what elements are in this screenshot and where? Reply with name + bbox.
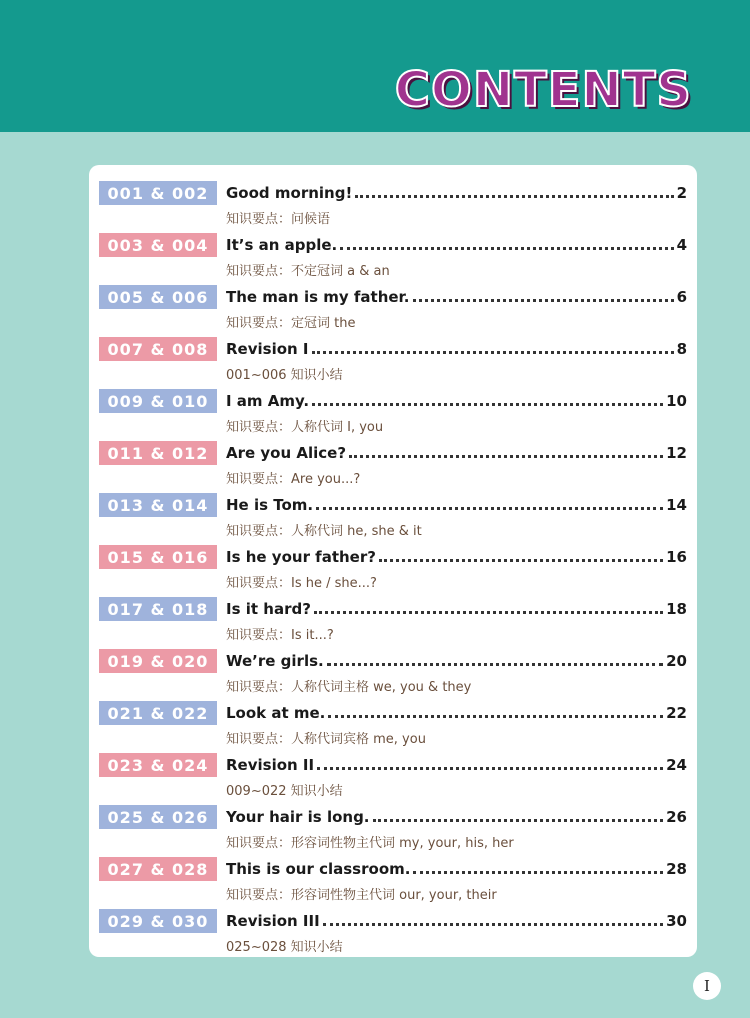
- lesson-range-badge: 011 & 012: [99, 441, 217, 465]
- page-number: 12: [666, 444, 687, 462]
- toc-leader-line: [226, 805, 687, 829]
- page-number: 10: [666, 392, 687, 410]
- toc-entry[interactable]: [99, 173, 687, 225]
- toc-leader-line: [226, 545, 687, 569]
- toc-leader-line: [226, 649, 687, 673]
- toc-leader-line: [226, 389, 687, 413]
- toc-leader-line: [226, 441, 687, 465]
- knowledge-point: 知识要点：Are you...?: [226, 472, 361, 487]
- knowledge-point: 知识要点：形容词性物主代词 our, your, their: [226, 888, 497, 903]
- toc-leader-line: [226, 753, 687, 777]
- dot-leader: [314, 611, 663, 614]
- lesson-range-badge: 017 & 018: [99, 597, 217, 621]
- knowledge-point: 知识要点：人称代词 I, you: [226, 420, 384, 435]
- lesson-title[interactable]: Is it hard?: [226, 600, 311, 618]
- toc-entry[interactable]: [99, 381, 687, 433]
- toc-leader-line: [226, 181, 687, 205]
- lesson-range-badge: 013 & 014: [99, 493, 217, 517]
- toc-entry[interactable]: [99, 225, 687, 277]
- toc-entry[interactable]: [99, 693, 687, 745]
- lesson-title[interactable]: Is he your father?: [226, 548, 376, 566]
- toc-leader-line: [226, 337, 687, 361]
- dot-leader: [349, 455, 663, 458]
- page-number: 24: [666, 756, 687, 774]
- lesson-range-badge: 015 & 016: [99, 545, 217, 569]
- page-number: 18: [666, 600, 687, 618]
- dot-leader: [327, 663, 663, 666]
- lesson-range-badge: 005 & 006: [99, 285, 217, 309]
- lesson-range-badge: 027 & 028: [99, 857, 217, 881]
- lesson-title[interactable]: Revision I: [226, 340, 309, 358]
- page-number: 4: [676, 236, 687, 254]
- lesson-title[interactable]: I am Amy.: [226, 392, 310, 410]
- lesson-range-badge: 023 & 024: [99, 753, 217, 777]
- lesson-title[interactable]: Revision II: [226, 756, 315, 774]
- toc-entry[interactable]: [99, 745, 687, 797]
- lesson-title[interactable]: The man is my father.: [226, 288, 410, 306]
- lesson-title[interactable]: Good morning!: [226, 184, 353, 202]
- lesson-title[interactable]: Look at me.: [226, 704, 326, 722]
- toc-leader-line: [226, 285, 687, 309]
- dot-leader: [379, 559, 663, 562]
- toc-entry[interactable]: [99, 277, 687, 329]
- lesson-title[interactable]: Your hair is long.: [226, 808, 370, 826]
- contents-card: [89, 165, 697, 957]
- lesson-range-badge: 007 & 008: [99, 337, 217, 361]
- page-number: 6: [676, 288, 687, 306]
- dot-leader: [328, 715, 663, 718]
- lesson-title[interactable]: Are you Alice?: [226, 444, 347, 462]
- lesson-range-badge: 019 & 020: [99, 649, 217, 673]
- dot-leader: [413, 299, 674, 302]
- lesson-title[interactable]: This is our classroom.: [226, 860, 411, 878]
- lesson-range-badge: 029 & 030: [99, 909, 217, 933]
- dot-leader: [317, 767, 663, 770]
- knowledge-point: 知识要点：人称代词 he, she & it: [226, 524, 422, 539]
- page-title: CONTENTS: [394, 62, 692, 118]
- toc-entry[interactable]: [99, 589, 687, 641]
- toc-entry[interactable]: [99, 797, 687, 849]
- toc-leader-line: [226, 701, 687, 725]
- knowledge-point: 009~022 知识小结: [226, 784, 343, 799]
- page-number: 20: [666, 652, 687, 670]
- toc-entry[interactable]: [99, 849, 687, 901]
- page-number: 30: [666, 912, 687, 930]
- toc-entry[interactable]: [99, 433, 687, 485]
- lesson-range-badge: 021 & 022: [99, 701, 217, 725]
- lesson-range-badge: 001 & 002: [99, 181, 217, 205]
- dot-leader: [312, 403, 663, 406]
- knowledge-point: 知识要点：问候语: [226, 212, 331, 227]
- page-number: 8: [676, 340, 687, 358]
- lesson-title[interactable]: It’s an apple.: [226, 236, 338, 254]
- lesson-title[interactable]: He is Tom.: [226, 496, 314, 514]
- page-number: 14: [666, 496, 687, 514]
- knowledge-point: 知识要点：人称代词主格 we, you & they: [226, 680, 472, 695]
- dot-leader: [355, 195, 673, 198]
- toc-leader-line: [226, 909, 687, 933]
- knowledge-point: 知识要点：Is it...?: [226, 628, 334, 643]
- lesson-title[interactable]: We’re girls.: [226, 652, 324, 670]
- page-number: 22: [666, 704, 687, 722]
- page-number: 2: [676, 184, 687, 202]
- knowledge-point: 知识要点：Is he / she...?: [226, 576, 377, 591]
- dot-leader: [340, 247, 673, 250]
- page-number: 26: [666, 808, 687, 826]
- toc-leader-line: [226, 493, 687, 517]
- dot-leader: [413, 871, 663, 874]
- lesson-range-badge: 009 & 010: [99, 389, 217, 413]
- page-number: 16: [666, 548, 687, 566]
- toc-leader-line: [226, 233, 687, 257]
- lesson-range-badge: 003 & 004: [99, 233, 217, 257]
- dot-leader: [316, 507, 663, 510]
- lesson-range-badge: 025 & 026: [99, 805, 217, 829]
- toc-leader-line: [226, 857, 687, 881]
- toc-entry[interactable]: [99, 485, 687, 537]
- dot-leader: [312, 351, 674, 354]
- knowledge-point: 知识要点：人称代词宾格 me, you: [226, 732, 426, 747]
- knowledge-point: 001~006 知识小结: [226, 368, 343, 383]
- toc-leader-line: [226, 597, 687, 621]
- toc-entry[interactable]: [99, 901, 687, 953]
- knowledge-point: 知识要点：不定冠词 a & an: [226, 264, 390, 279]
- lesson-title[interactable]: Revision III: [226, 912, 320, 930]
- toc-entry[interactable]: [99, 537, 687, 589]
- knowledge-point: 025~028 知识小结: [226, 940, 343, 955]
- knowledge-point: 知识要点：形容词性物主代词 my, your, his, her: [226, 836, 514, 851]
- toc-entry[interactable]: [99, 329, 687, 381]
- dot-leader: [373, 819, 664, 822]
- page-number: 28: [666, 860, 687, 878]
- knowledge-point: 知识要点：定冠词 the: [226, 316, 356, 331]
- dot-leader: [323, 923, 663, 926]
- toc-entry[interactable]: [99, 641, 687, 693]
- page-number-badge: I: [693, 972, 721, 1000]
